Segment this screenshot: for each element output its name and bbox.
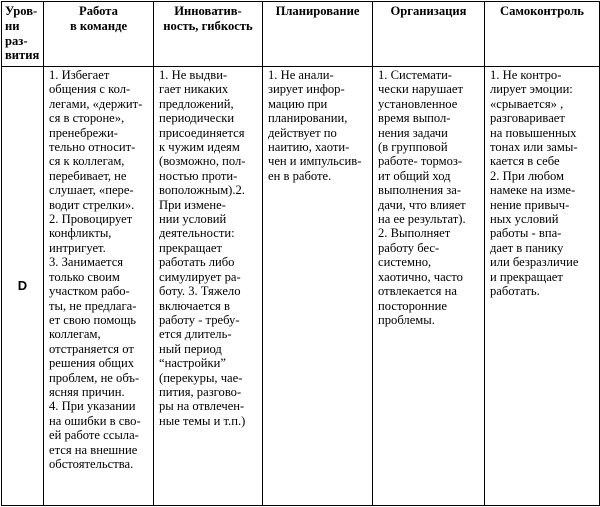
innovation-cell: 1. Не выдви- гает никаких предложений, периодически присоединяется к чужим идеям (возможно, пол- ностью проти- воположным).2. При измене- нии условий деятельности: прекращает работать либо симулирует ра- боту. 3. Тяжело включается в работу - требу- ется длитель- ный период “настройки” (перекуры, чае- пития, разгово- ры на отвлечен- ные темы и т.п.) [154,67,263,506]
planning-cell: 1. Не анали- зирует инфор- мацию при планировании, действует по наитию, хаоти- чен и импульсив- ен в работе. [263,67,373,506]
competency-table [1,1,600,506]
teamwork-cell: 1. Избегает общения с кол- легами, «держит- ся в стороне», пренебрежи- тельно относит- ся к коллегам, перебивает, не слушает, «пере- водит стрелки». 2. Провоцирует конфликты, интригует. 3. Занимается только своим участком рабо- ты, не предлага- ет свою помощь коллегам, отстраняется от решения общих проблем, не объ- ясняя причин. 4. При указании на ошибки в сво- ей работе ссыла- ется на внешние обстоятельства. [44,67,154,506]
level-cell: D [2,67,44,506]
header-planning: Планирование [263,2,373,67]
organization-cell: 1. Системати- чески нарушает установленное время выпол- нения задачи (в групповой работе- тормоз- ит общий ход выполнения за- дачи, что влияет на ее результат). 2. Выполняет работу бес- системно, хаотично, часто отвлекается на посторонние проблемы. [373,67,485,506]
header-teamwork: Работа в команде [44,2,154,67]
selfcontrol-cell: 1. Не контро- лирует эмоции: «срывается» , разговаривает на повышенных тонах или замы- кается в себе 2. При любом намеке на изме- нение привыч- ных условий работы - впа- дает в панику или безразличие и прекращает работать. [485,67,600,506]
header-organization: Организация [373,2,485,67]
header-innovation: Инноватив- ность, гибкость [154,2,263,67]
table-row [2,67,600,506]
header-row [2,2,600,67]
header-selfcontrol: Самоконтроль [485,2,600,67]
header-level: Уров- ни раз- вития [2,2,44,67]
